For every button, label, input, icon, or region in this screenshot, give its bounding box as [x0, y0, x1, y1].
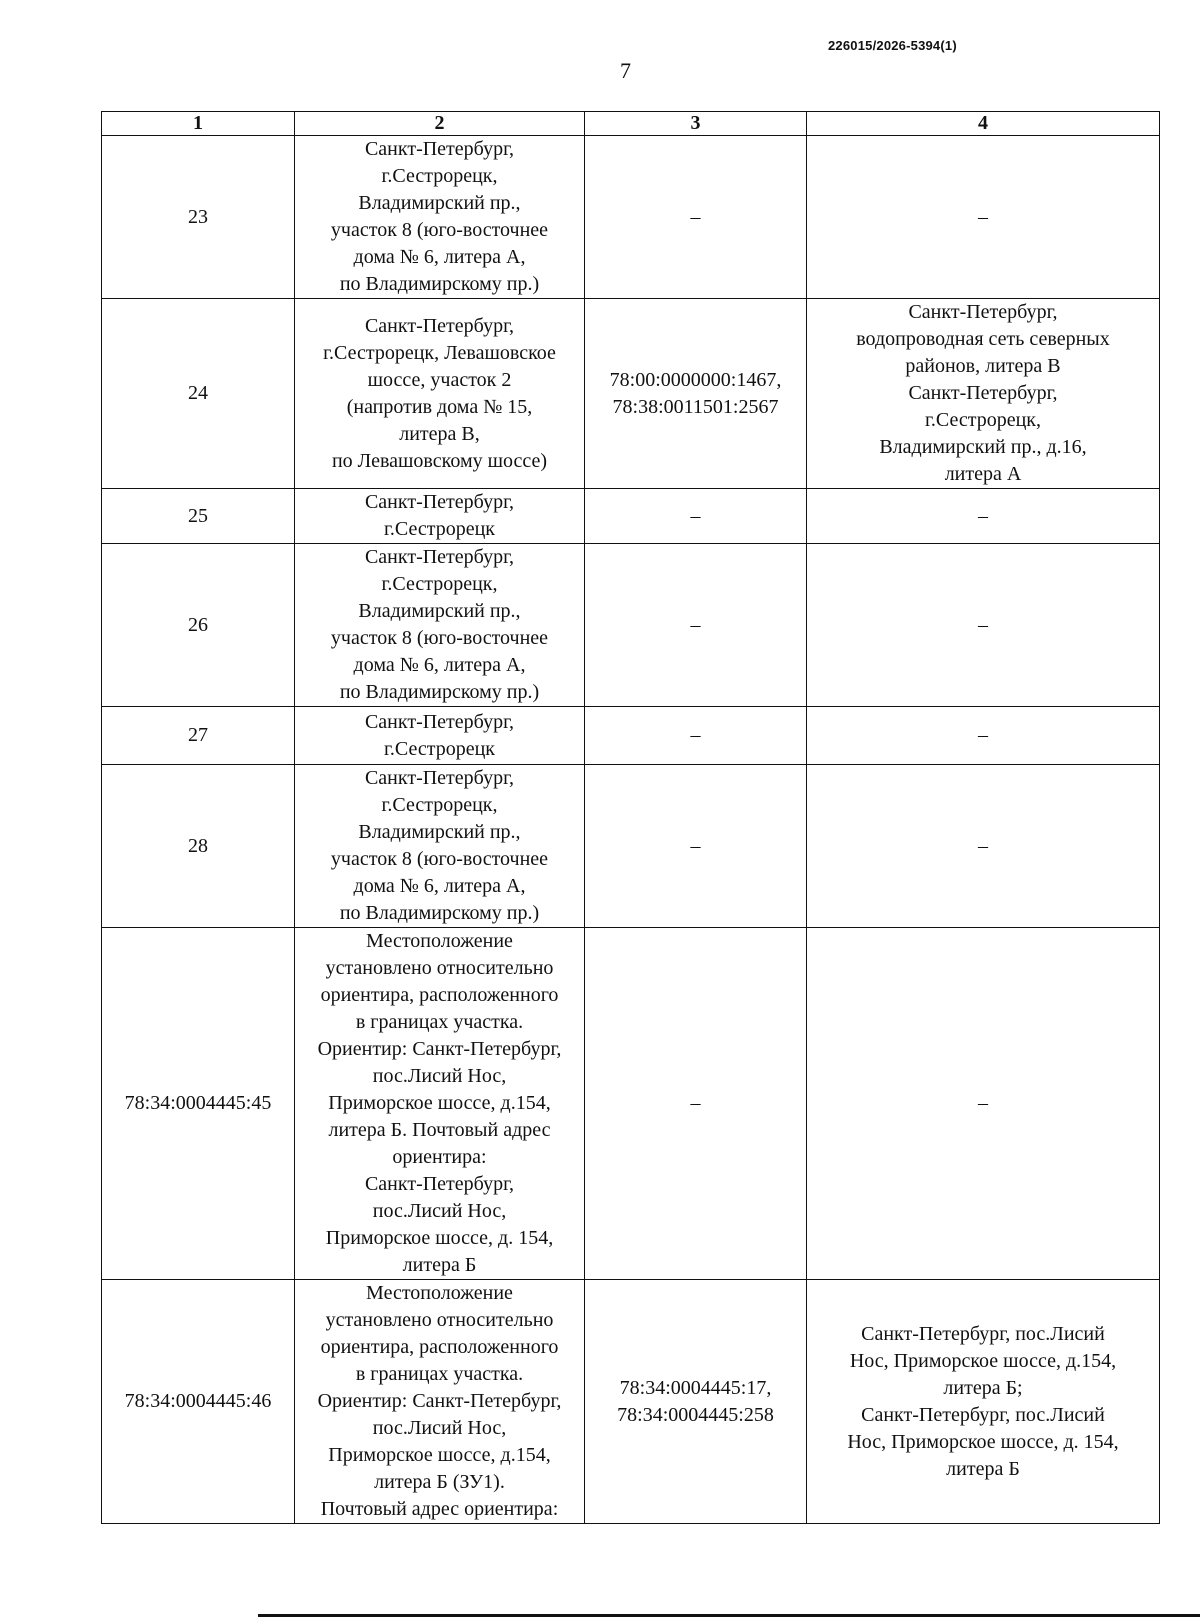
row-number-cell: 25 [102, 489, 295, 544]
address-cell: Санкт-Петербург, г.Сестрорецк, Владимирский пр., участок 8 (юго-восточнее дома № 6, литера А, по Владимирскому пр.) [295, 544, 585, 707]
cadastral-number-cell: – [585, 707, 807, 765]
cadastral-number-cell: – [585, 136, 807, 299]
page-number: 7 [620, 58, 631, 83]
table-header-row [102, 112, 1160, 136]
column-header-1: 1 [102, 112, 295, 136]
table-row [102, 544, 1160, 707]
object-address-cell: – [807, 544, 1160, 707]
cadastral-number-cell: – [585, 544, 807, 707]
column-header-3: 3 [585, 112, 807, 136]
cadastral-number-cell: 78:00:0000000:1467, 78:38:0011501:2567 [585, 299, 807, 489]
column-header-2: 2 [295, 112, 585, 136]
cadastral-number-cell: 78:34:0004445:17, 78:34:0004445:258 [585, 1280, 807, 1524]
page-bottom-rule [258, 1614, 1200, 1617]
cadastral-number-cell: – [585, 928, 807, 1280]
object-address-cell: Санкт-Петербург, водопроводная сеть северных районов, литера В Санкт-Петербург, г.Сестрорецк, Владимирский пр., д.16, литера А [807, 299, 1160, 489]
row-number-cell: 24 [102, 299, 295, 489]
object-address-cell: – [807, 707, 1160, 765]
document-registration-number: 226015/2026-5394(1) [828, 38, 957, 53]
object-address-cell: – [807, 765, 1160, 928]
address-cell: Санкт-Петербург, г.Сестрорецк, Владимирский пр., участок 8 (юго-восточнее дома № 6, литера А, по Владимирскому пр.) [295, 765, 585, 928]
address-cell: Санкт-Петербург, г.Сестрорецк [295, 707, 585, 765]
address-cell: Местоположение установлено относительно ориентира, расположенного в границах участка. Ориентир: Санкт-Петербург, пос.Лисий Нос, Приморское шоссе, д.154, литера Б (ЗУ1). Почтовый адрес ориентира: [295, 1280, 585, 1524]
address-cell: Санкт-Петербург, г.Сестрорецк, Левашовское шоссе, участок 2 (напротив дома № 15, литера В, по Левашовскому шоссе) [295, 299, 585, 489]
row-number-cell: 27 [102, 707, 295, 765]
land-plots-table [101, 111, 1160, 1524]
address-cell: Санкт-Петербург, г.Сестрорецк [295, 489, 585, 544]
row-number-cell: 23 [102, 136, 295, 299]
object-address-cell: – [807, 489, 1160, 544]
table-row [102, 136, 1160, 299]
table-row [102, 299, 1160, 489]
table-row [102, 765, 1160, 928]
object-address-cell: – [807, 928, 1160, 1280]
row-number-cell: 78:34:0004445:46 [102, 1280, 295, 1524]
row-number-cell: 28 [102, 765, 295, 928]
cadastral-number-cell: – [585, 489, 807, 544]
table-row [102, 489, 1160, 544]
address-cell: Санкт-Петербург, г.Сестрорецк, Владимирский пр., участок 8 (юго-восточнее дома № 6, литера А, по Владимирскому пр.) [295, 136, 585, 299]
object-address-cell: – [807, 136, 1160, 299]
table-row [102, 1280, 1160, 1524]
address-cell: Местоположение установлено относительно ориентира, расположенного в границах участка. Ориентир: Санкт-Петербург, пос.Лисий Нос, Приморское шоссе, д.154, литера Б. Почтовый адрес ориентира: Санкт-Петербург, пос.Лисий Нос, Приморское шоссе, д. 154, литера Б [295, 928, 585, 1280]
row-number-cell: 26 [102, 544, 295, 707]
row-number-cell: 78:34:0004445:45 [102, 928, 295, 1280]
column-header-4: 4 [807, 112, 1160, 136]
cadastral-number-cell: – [585, 765, 807, 928]
table-row [102, 928, 1160, 1280]
object-address-cell: Санкт-Петербург, пос.Лисий Нос, Приморское шоссе, д.154, литера Б; Санкт-Петербург, пос.Лисий Нос, Приморское шоссе, д. 154, литера Б [807, 1280, 1160, 1524]
table-row [102, 707, 1160, 765]
